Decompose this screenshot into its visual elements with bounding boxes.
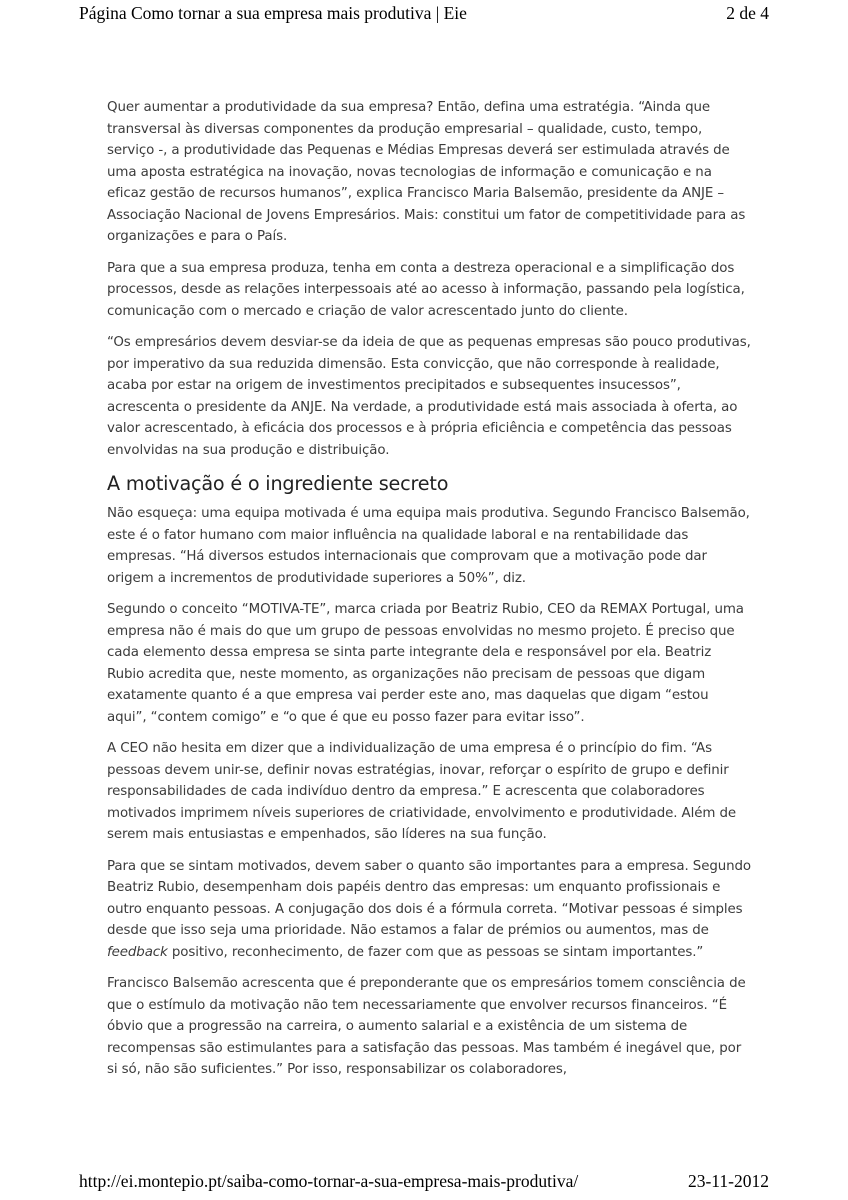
paragraph-feedback-end: positivo, reconhecimento, de fazer com que as pessoas se sintam importantes.” — [167, 944, 704, 960]
source-url: http://ei.montepio.pt/saiba-como-tornar-a-sua-empresa-mais-produtiva/ — [79, 1171, 579, 1191]
paragraph-motivation: Não esqueça: uma equipa motivada é uma equipa mais produtiva. Segundo Francisco Balsemão, este é o fator humano com maior influência na qualidade laboral e na rentabilidade das empresas. “Há diversos estudos internacionais que comprovam que a motivação pode dar origem a incrementos de produtividade superiores a 50%”, diz. — [107, 506, 750, 586]
paragraph-feedback — [107, 856, 752, 964]
print-footer — [79, 1170, 769, 1192]
paragraph-ceo: A CEO não hesita em dizer que a individualização de uma empresa é o princípio do fim. “As pessoas devem unir-se, definir novas estratégias, inovar, reforçar o espírito de grupo e definir responsabilidades de cada indivíduo dentro da empresa.” E acrescenta que colaboradores motivados imprimem níveis superiores de criatividade, envolvimento e produtividade. Além de serem mais entusiastas e empenhados, são líderes na sua função. — [107, 741, 737, 842]
paragraph-intro: Quer aumentar a produtividade da sua empresa? Então, defina uma estratégia. “Ainda que transversal às diversas componentes da produção empresarial – qualidade, custo, tempo, serviço -, a produtividade das Pequenas e Médias Empresas deverá ser estimulada através de uma aposta estratégica na inovação, novas tecnologias de informação e comunicação e na eficaz gestão de recursos humanos”, explica Francisco Maria Balsemão, presidente da ANJE – Associação Nacional de Jovens Empresários. Mais: constitui um fator de competitividade para as organizações e para o País. — [107, 100, 746, 244]
page-title: Página Como tornar a sua empresa mais produtiva | Eie — [79, 3, 467, 23]
paragraph-motiva-te: Segundo o conceito “MOTIVA-TE”, marca criada por Beatriz Rubio, CEO da REMAX Portugal, uma empresa não é mais do que um grupo de pessoas envolvidas no mesmo projeto. É preciso que cada elemento dessa empresa se sinta parte integrante dela e responsável por ela. Beatriz Rubio acredita que, neste momento, as organizações não precisam de pessoas que digam exatamente quanto é a que empresa vai perder este ano, mas daquelas que digam “estou aqui”, “contem comigo” e “o que é que eu posso fazer para evitar isso”. — [107, 602, 744, 725]
article-body — [107, 97, 752, 1091]
section-heading: A motivação é o ingrediente secreto — [107, 472, 449, 495]
paragraph-anje-quote: “Os empresários devem desviar-se da ideia de que as pequenas empresas são pouco produtivas, por imperativo da sua reduzida dimensão. Esta convicção, que não corresponde à realidade, acaba por estar na origem de investimentos precipitados e subsequentes insucessos”, acrescenta o presidente da ANJE. Na verdade, a produtividade está mais associada à oferta, ao valor acrescentado, à eficácia dos processos e à própria eficiência e competência das pessoas envolvidas na sua produção e distribuição. — [107, 335, 751, 458]
paragraph-balsemao: Francisco Balsemão acrescenta que é preponderante que os empresários tomem consciência de que o estímulo da motivação não tem necessariamente que envolver recursos financeiros. “É óbvio que a progressão na carreira, o aumento salarial e a existência de um sistema de recompensas são estimulantes para a satisfação das pessoas. Mas também é inegável que, por si só, não são suficientes.” Por isso, responsabilizar os colaboradores, — [107, 976, 746, 1077]
print-date: 23-11-2012 — [687, 1171, 769, 1191]
paragraph-feedback-start: Para que se sintam motivados, devem saber o quanto são importantes para a empresa. Segundo Beatriz Rubio, desempenham dois papéis dentro das empresas: um enquanto profissionais e outro enquanto pessoas. A conjugação dos dois é a fórmula correta. “Motivar pessoas é simples desde que isso seja uma prioridade. Não estamos a falar de prémios ou aumentos, mas de — [107, 858, 751, 938]
page-number: 2 de 4 — [726, 3, 769, 23]
feedback-emphasis: feedback — [107, 944, 168, 960]
paragraph-operations: Para que a sua empresa produza, tenha em conta a destreza operacional e a simplificação dos processos, desde as relações interpessoais até ao acesso à informação, passando pela logística, comunicação com o mercado e criação de valor acrescentado junto do cliente. — [107, 260, 745, 319]
print-header — [79, 2, 769, 24]
